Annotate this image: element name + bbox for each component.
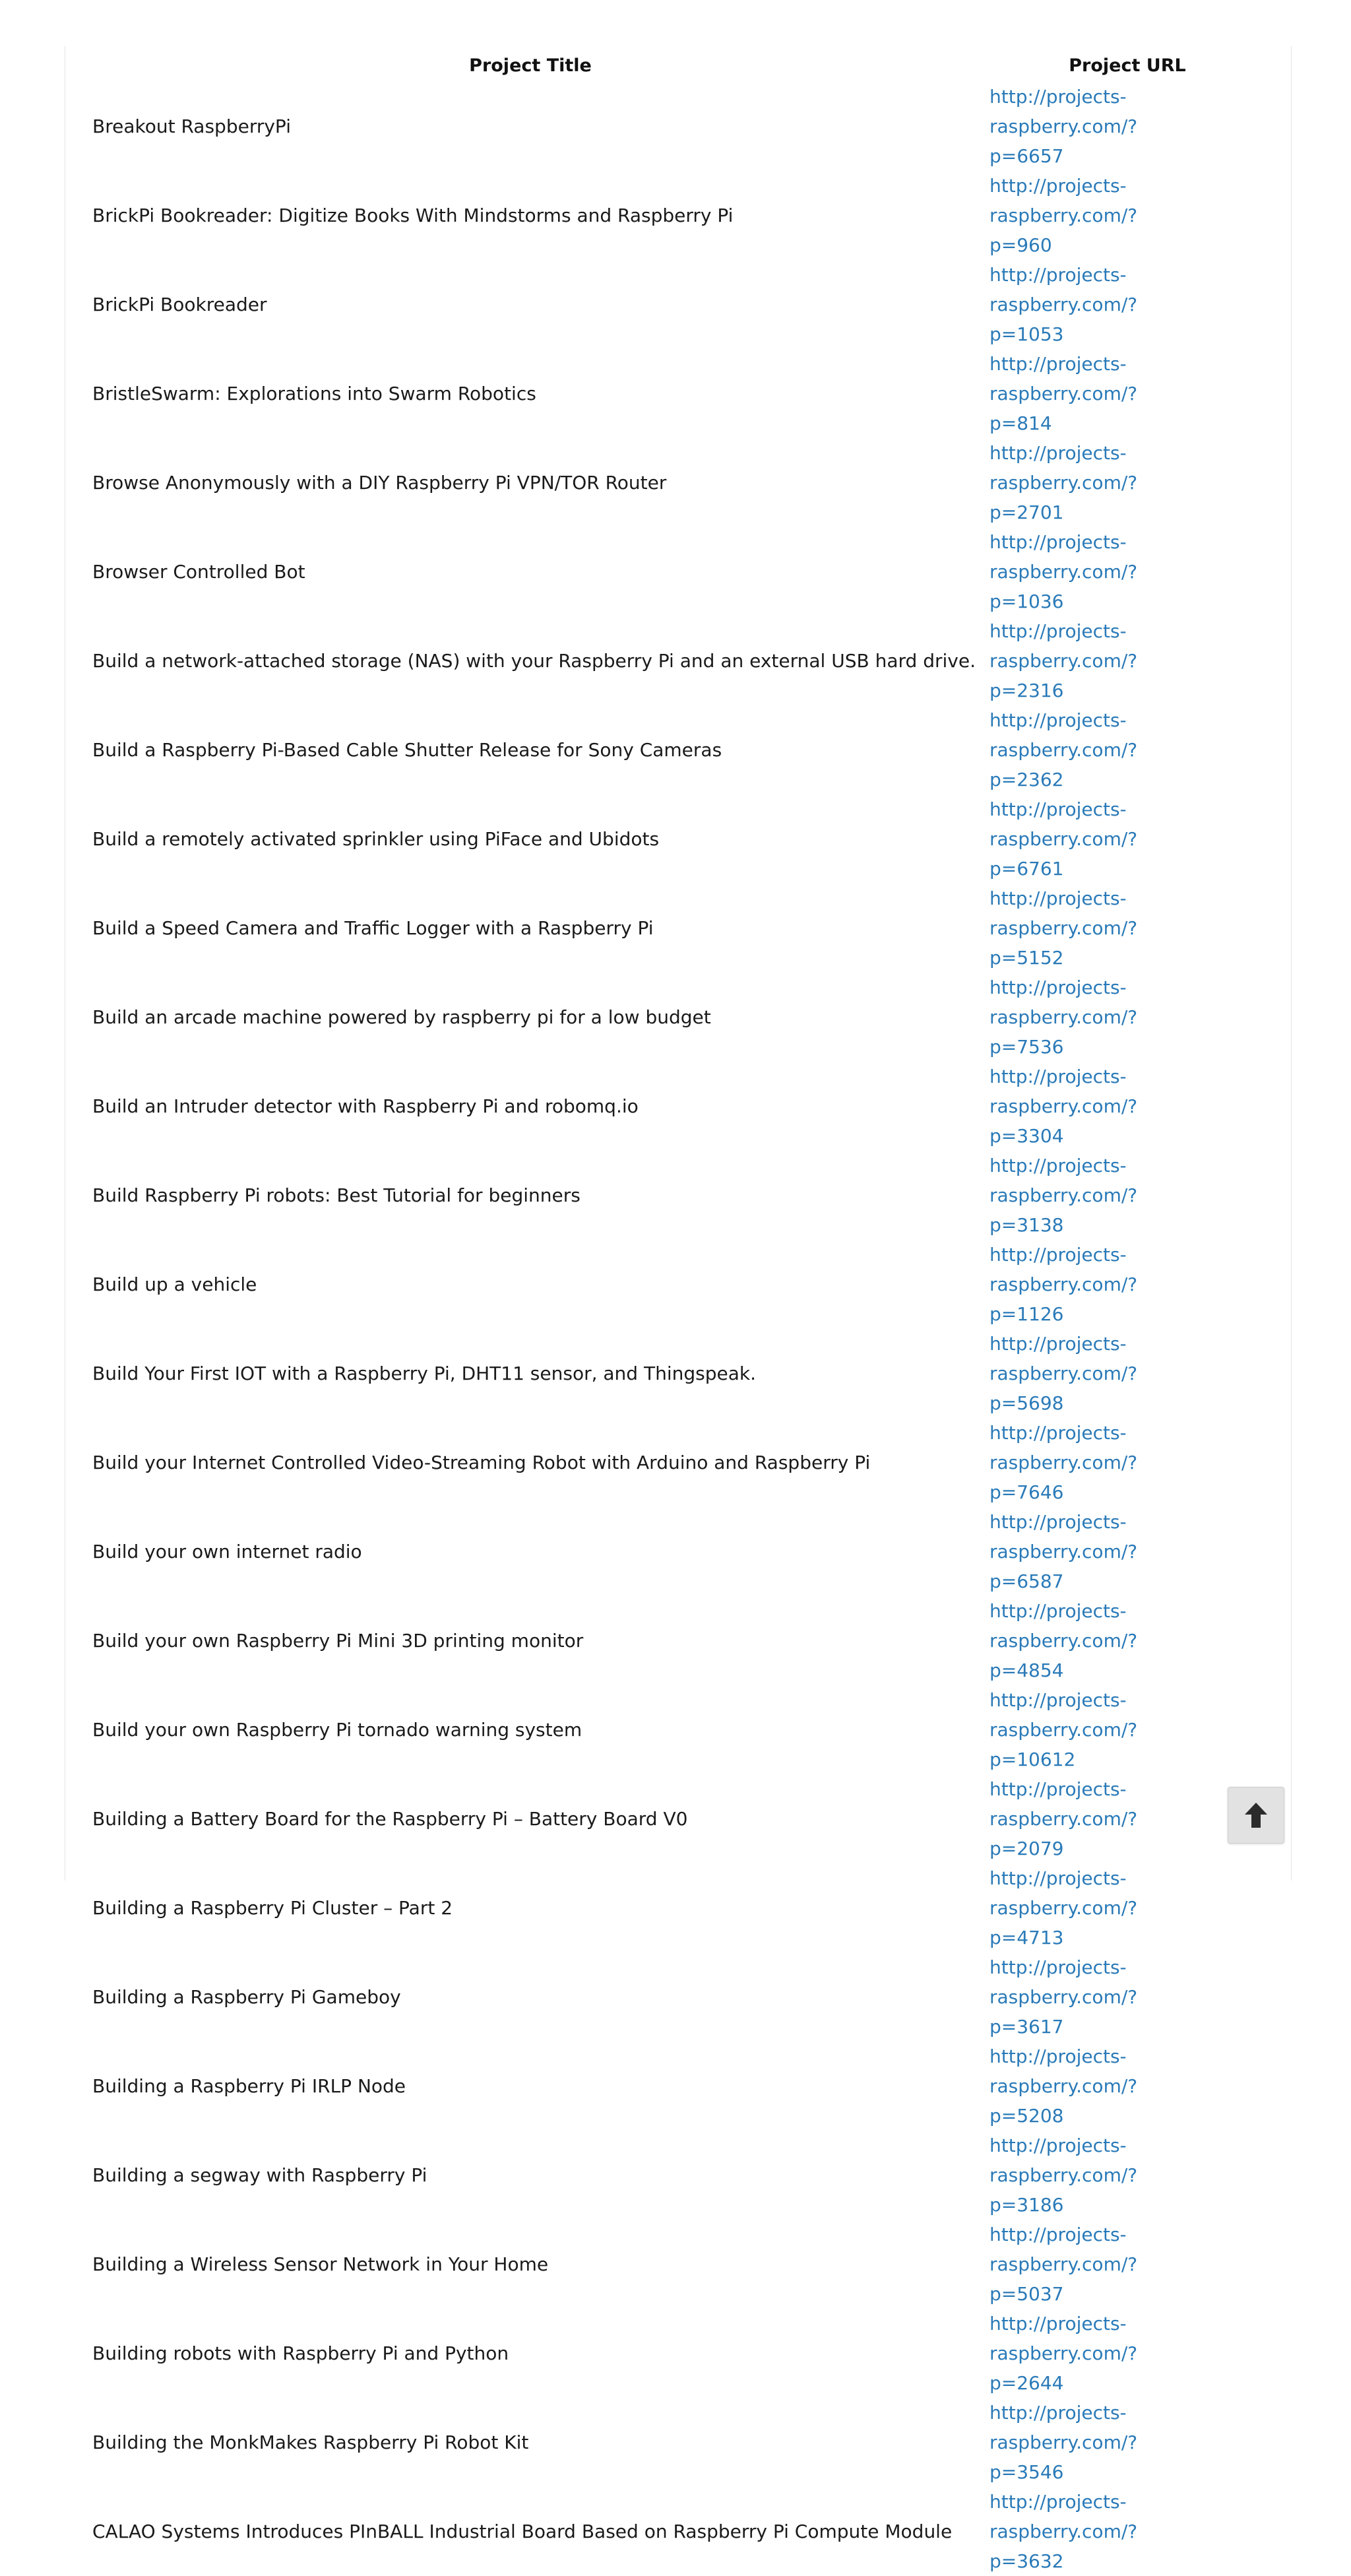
project-url-link[interactable] — [990, 2220, 1273, 2309]
project-title: BristleSwarm: Explorations into Swarm Robotics — [92, 383, 536, 404]
project-url-line1: http://projects-raspberry.com/? — [990, 1778, 1138, 1830]
project-url-cell — [982, 705, 1273, 794]
project-title: Build up a vehicle — [92, 1273, 257, 1295]
project-url-line1: http://projects-raspberry.com/? — [990, 1244, 1138, 1295]
project-url-line2: p=3546 — [990, 2461, 1064, 2483]
project-url-cell — [982, 616, 1273, 705]
project-url-line2: p=5208 — [990, 2105, 1064, 2127]
table-row — [79, 1240, 1273, 1329]
project-url-line2: p=3138 — [990, 1214, 1064, 1236]
scroll-to-top-button[interactable] — [1228, 1787, 1284, 1844]
table-row — [79, 1685, 1273, 1774]
project-url-line2: p=3186 — [990, 2194, 1064, 2216]
table-row — [79, 2487, 1273, 2576]
project-url-link[interactable] — [990, 2042, 1273, 2131]
project-url-line1: http://projects-raspberry.com/? — [990, 2491, 1138, 2542]
table-row — [79, 705, 1273, 794]
project-url-cell — [982, 349, 1273, 438]
project-title: Build Raspberry Pi robots: Best Tutorial for beginners — [92, 1184, 581, 1206]
project-title: Building a Wireless Sensor Network in Your Home — [92, 2253, 549, 2275]
table-header-row — [79, 49, 1273, 82]
project-url-line1: http://projects-raspberry.com/? — [990, 977, 1138, 1028]
table-row — [79, 260, 1273, 349]
project-url-cell — [982, 260, 1273, 349]
project-url-link[interactable] — [990, 884, 1273, 973]
project-url-line2: p=3617 — [990, 2016, 1064, 2038]
project-url-line2: p=960 — [990, 234, 1052, 256]
project-url-line2: p=2316 — [990, 680, 1064, 701]
project-url-line1: http://projects-raspberry.com/? — [990, 2135, 1138, 2186]
project-url-link[interactable] — [990, 2487, 1273, 2576]
project-url-link[interactable] — [990, 438, 1273, 527]
table-row — [79, 1151, 1273, 1240]
project-url-cell — [982, 1596, 1273, 1685]
table-row — [79, 2220, 1273, 2309]
project-url-link[interactable] — [990, 1062, 1273, 1151]
project-url-cell — [982, 1062, 1273, 1151]
project-title: Browser Controlled Bot — [92, 561, 305, 583]
project-url-line2: p=1053 — [990, 323, 1064, 345]
project-url-link[interactable] — [990, 1952, 1273, 2042]
table-row — [79, 1774, 1273, 1863]
project-url-link[interactable] — [990, 705, 1273, 794]
table-row — [79, 1418, 1273, 1507]
column-header-url[interactable]: Project URL — [1069, 55, 1186, 76]
project-title: Build your own Raspberry Pi tornado warning system — [92, 1719, 582, 1741]
project-title: Build your own internet radio — [92, 1541, 362, 1562]
project-title: Build your Internet Controlled Video-Streaming Robot with Arduino and Raspberry Pi — [92, 1452, 871, 1473]
project-title: Building the MonkMakes Raspberry Pi Robot Kit — [92, 2431, 529, 2453]
table-row — [79, 2131, 1273, 2220]
project-url-line2: p=4854 — [990, 1659, 1064, 1681]
project-url-line2: p=1126 — [990, 1303, 1064, 1325]
project-url-line1: http://projects-raspberry.com/? — [990, 2402, 1138, 2453]
project-title: BrickPi Bookreader: Digitize Books With Mindstorms and Raspberry Pi — [92, 205, 734, 226]
project-url-cell — [982, 1863, 1273, 1952]
project-url-cell — [982, 82, 1273, 171]
project-title: Build an arcade machine powered by raspberry pi for a low budget — [92, 1006, 711, 1028]
project-url-cell — [982, 794, 1273, 884]
table-row — [79, 82, 1273, 171]
project-title: Building a Battery Board for the Raspberry Pi – Battery Board V0 — [92, 1808, 688, 1830]
project-url-link[interactable] — [990, 616, 1273, 705]
table-row — [79, 794, 1273, 884]
project-url-cell — [982, 973, 1273, 1062]
project-url-cell — [982, 2131, 1273, 2220]
project-url-line1: http://projects-raspberry.com/? — [990, 175, 1138, 226]
table-row — [79, 1863, 1273, 1952]
project-title: Breakout RaspberryPi — [92, 115, 291, 137]
project-url-line2: p=7536 — [990, 1036, 1064, 1058]
project-url-line1: http://projects-raspberry.com/? — [990, 442, 1138, 494]
project-url-line2: p=6587 — [990, 1570, 1064, 1592]
column-header-title[interactable]: Project Title — [469, 55, 592, 76]
project-title: Build your own Raspberry Pi Mini 3D printing monitor — [92, 1630, 584, 1652]
project-url-line2: p=4713 — [990, 1927, 1064, 1948]
project-url-line2: p=5152 — [990, 947, 1064, 969]
project-url-line2: p=2079 — [990, 1838, 1064, 1859]
project-url-cell — [982, 1507, 1273, 1596]
project-url-line2: p=3304 — [990, 1125, 1064, 1147]
project-url-line2: p=10612 — [990, 1749, 1076, 1770]
project-url-line1: http://projects-raspberry.com/? — [990, 798, 1138, 850]
project-url-cell — [982, 527, 1273, 616]
project-url-line1: http://projects-raspberry.com/? — [990, 1422, 1138, 1473]
project-url-line2: p=5698 — [990, 1392, 1064, 1414]
project-title: CALAO Systems Introduces PInBALL Industrial Board Based on Raspberry Pi Compute Module — [92, 2521, 953, 2542]
table-row — [79, 349, 1273, 438]
project-url-line1: http://projects-raspberry.com/? — [990, 2224, 1138, 2275]
project-url-line2: p=2362 — [990, 769, 1064, 790]
project-url-link[interactable] — [990, 260, 1273, 349]
table-row — [79, 2042, 1273, 2131]
project-url-cell — [982, 1240, 1273, 1329]
project-title: Build Your First IOT with a Raspberry Pi, DHT11 sensor, and Thingspeak. — [92, 1363, 756, 1384]
table-row — [79, 438, 1273, 527]
project-url-link[interactable] — [990, 349, 1273, 438]
project-url-line1: http://projects-raspberry.com/? — [990, 1689, 1138, 1741]
table-row — [79, 1062, 1273, 1151]
project-url-line1: http://projects-raspberry.com/? — [990, 531, 1138, 583]
project-url-cell — [982, 2042, 1273, 2131]
project-title: Build a network-attached storage (NAS) with your Raspberry Pi and an external USB hard drive. — [92, 650, 976, 672]
project-url-link[interactable] — [990, 171, 1273, 260]
table-row — [79, 1329, 1273, 1418]
project-url-link[interactable] — [990, 1418, 1273, 1507]
table-row — [79, 1507, 1273, 1596]
project-url-link[interactable] — [990, 1240, 1273, 1329]
project-title: BrickPi Bookreader — [92, 294, 267, 315]
project-url-line1: http://projects-raspberry.com/? — [990, 887, 1138, 939]
project-url-line1: http://projects-raspberry.com/? — [990, 264, 1138, 315]
project-url-line1: http://projects-raspberry.com/? — [990, 1956, 1138, 2008]
project-url-link[interactable] — [990, 1329, 1273, 1418]
project-url-link[interactable] — [990, 527, 1273, 616]
project-url-cell — [982, 438, 1273, 527]
project-url-line2: p=2701 — [990, 501, 1064, 523]
project-title: Build a remotely activated sprinkler using PiFace and Ubidots — [92, 828, 660, 850]
project-url-cell — [982, 2398, 1273, 2487]
project-url-link[interactable] — [990, 2309, 1273, 2398]
project-url-line1: http://projects-raspberry.com/? — [990, 1066, 1138, 1117]
project-title: Building a Raspberry Pi Gameboy — [92, 1986, 401, 2008]
project-url-line2: p=3632 — [990, 2550, 1064, 2572]
project-url-line1: http://projects-raspberry.com/? — [990, 86, 1138, 137]
project-title: Build an Intruder detector with Raspberry Pi and robomq.io — [92, 1095, 639, 1117]
project-url-line2: p=7646 — [990, 1481, 1064, 1503]
project-url-link[interactable] — [990, 794, 1273, 884]
project-url-link[interactable] — [990, 2131, 1273, 2220]
table-row — [79, 2398, 1273, 2487]
project-url-line2: p=6657 — [990, 145, 1064, 167]
table-row — [79, 171, 1273, 260]
project-title: Building a Raspberry Pi Cluster – Part 2 — [92, 1897, 453, 1919]
arrow-up-icon — [1243, 1801, 1269, 1829]
project-url-link[interactable] — [990, 2398, 1273, 2487]
project-url-line1: http://projects-raspberry.com/? — [990, 2045, 1138, 2097]
project-url-line2: p=814 — [990, 412, 1052, 434]
table-row — [79, 973, 1273, 1062]
project-url-cell — [982, 1418, 1273, 1507]
project-url-cell — [982, 1952, 1273, 2042]
project-url-cell — [982, 1685, 1273, 1774]
project-url-link[interactable] — [990, 1507, 1273, 1596]
project-url-link[interactable] — [990, 1863, 1273, 1952]
project-url-cell — [982, 2220, 1273, 2309]
project-title: Building robots with Raspberry Pi and Python — [92, 2342, 509, 2364]
project-url-line1: http://projects-raspberry.com/? — [990, 1155, 1138, 1206]
project-title: Building a segway with Raspberry Pi — [92, 2164, 427, 2186]
project-url-line1: http://projects-raspberry.com/? — [990, 620, 1138, 672]
project-url-link[interactable] — [990, 973, 1273, 1062]
project-title: Build a Speed Camera and Traffic Logger with a Raspberry Pi — [92, 917, 654, 939]
project-url-link[interactable] — [990, 82, 1273, 171]
project-url-cell — [982, 1329, 1273, 1418]
project-url-line2: p=6761 — [990, 858, 1064, 880]
project-url-link[interactable] — [990, 1596, 1273, 1685]
project-url-cell — [982, 884, 1273, 973]
project-title: Browse Anonymously with a DIY Raspberry Pi VPN/TOR Router — [92, 472, 667, 494]
project-url-line2: p=1036 — [990, 591, 1064, 612]
table-row — [79, 1596, 1273, 1685]
project-title: Building a Raspberry Pi IRLP Node — [92, 2075, 406, 2097]
project-url-line2: p=5037 — [990, 2283, 1064, 2305]
project-url-line1: http://projects-raspberry.com/? — [990, 353, 1138, 404]
project-url-link[interactable] — [990, 1685, 1273, 1774]
project-url-cell — [982, 171, 1273, 260]
project-url-line1: http://projects-raspberry.com/? — [990, 1867, 1138, 1919]
table-row — [79, 884, 1273, 973]
project-url-line1: http://projects-raspberry.com/? — [990, 1511, 1138, 1562]
table-row — [79, 616, 1273, 705]
project-url-line1: http://projects-raspberry.com/? — [990, 2313, 1138, 2364]
table-row — [79, 1952, 1273, 2042]
project-url-cell — [982, 2309, 1273, 2398]
table-row — [79, 2309, 1273, 2398]
project-title: Build a Raspberry Pi-Based Cable Shutter Release for Sony Cameras — [92, 739, 722, 761]
table-row — [79, 527, 1273, 616]
project-url-link[interactable] — [990, 1151, 1273, 1240]
project-url-line2: p=2644 — [990, 2372, 1064, 2394]
project-url-line1: http://projects-raspberry.com/? — [990, 1333, 1138, 1384]
project-url-line1: http://projects-raspberry.com/? — [990, 1600, 1138, 1652]
project-url-line1: http://projects-raspberry.com/? — [990, 709, 1138, 761]
project-url-cell — [982, 1151, 1273, 1240]
projects-table — [79, 49, 1273, 2576]
project-url-cell — [982, 2487, 1273, 2576]
